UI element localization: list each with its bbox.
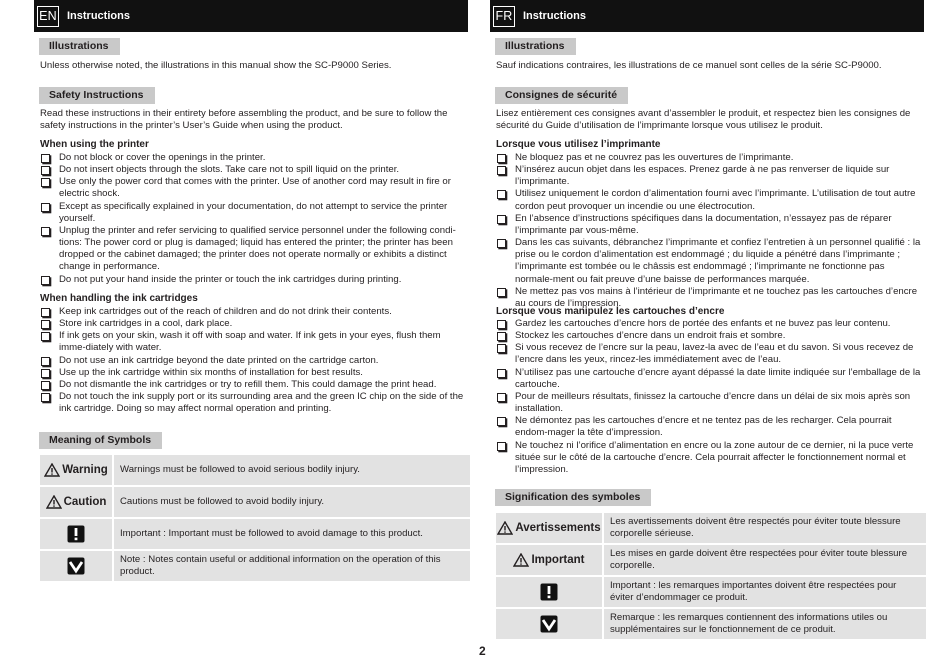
warning-cell — [40, 455, 114, 485]
list-item: N’insérez aucun objet dans les espaces. Prenez garde à ne pas renverser de liquide sur l’imprimante. — [496, 164, 924, 188]
checkbox-bullet-icon — [497, 442, 506, 451]
important-exclamation-icon — [67, 525, 85, 543]
list-item: Si vous recevez de l’encre sur la peau, lavez-la avec de l’eau et du savon. Si vous recevez de l’encre dans les yeux, rincez-les immédiatement avec de l’eau. — [496, 342, 924, 366]
list-item: Do not put your hand inside the printer or touch the ink cartridges during printing. — [40, 274, 468, 286]
printer-list — [496, 152, 924, 310]
illustrations-label: Illustrations — [495, 38, 576, 55]
note-cell — [40, 551, 114, 581]
language-badge: EN — [37, 6, 59, 27]
table-row — [496, 609, 926, 641]
important-exclamation-icon — [540, 583, 558, 601]
list-item: Pour de meilleurs résultats, finissez la cartouche d’encre dans un délai de six mois après son installation. — [496, 391, 924, 415]
safety-text: Read these instructions in their entirety before assembling the product, and be sure to follow the safety instructions in the printer’s User’s Guide when using the product. — [40, 108, 448, 132]
language-badge: FR — [493, 6, 515, 27]
list-item: Use only the power cord that comes with the printer. Use of another cord may result in fire or electric shock. — [40, 176, 468, 200]
list-item: Except as specifically explained in your documentation, do not attempt to service the printer yourself. — [40, 201, 468, 225]
warning-triangle-icon — [497, 521, 513, 535]
illustrations-text: Unless otherwise noted, the illustrations in this manual show the SC-P9000 Series. — [40, 60, 392, 71]
warning-label: Avertissements — [515, 522, 601, 534]
caution-triangle-icon — [46, 495, 62, 509]
safety-label: Consignes de sécurité — [495, 87, 628, 104]
checkbox-bullet-icon — [497, 154, 506, 163]
warning-text: Warnings must be followed to avoid serious bodily injury. — [120, 463, 360, 475]
symbols-table — [496, 513, 926, 641]
checkbox-bullet-icon — [41, 381, 50, 390]
table-row — [496, 545, 926, 577]
caution-cell — [496, 545, 604, 575]
checkbox-bullet-icon — [41, 154, 50, 163]
list-item: Do not dismantle the ink cartridges or try to refill them. This could damage the print head. — [40, 379, 468, 391]
checkbox-bullet-icon — [497, 215, 506, 224]
checkbox-bullet-icon — [41, 369, 50, 378]
checkbox-bullet-icon — [497, 166, 506, 175]
list-item: Ne touchez ni l’orifice d’alimentation en encre ou la zone autour de ce dernier, ni la puce verte située sur le côté de la cartouche d’encre. Cela pourrait affecter le fonctionnement normal et l’impression. — [496, 440, 924, 476]
checkbox-bullet-icon — [497, 320, 506, 329]
caution-text: Cautions must be followed to avoid bodily injury. — [120, 495, 325, 507]
header-title: Instructions — [67, 10, 130, 22]
warning-label: Warning — [62, 464, 108, 476]
checkbox-bullet-icon — [497, 393, 506, 402]
note-check-icon — [67, 557, 85, 575]
checkbox-bullet-icon — [41, 203, 50, 212]
ink-list — [40, 306, 468, 415]
list-item: Ne démontez pas les cartouches d’encre et ne tentez pas de les recharger. Cela pourrait endom-mager la tête d’impression. — [496, 415, 924, 439]
list-item: Use up the ink cartridge within six months of installation for best results. — [40, 367, 468, 379]
list-item: Dans les cas suivants, débranchez l’imprimante et confiez l’entretien à un personnel qualifié : la prise ou le cordon d’alimentation est endommagé ; du liquide a pénétré dans l’imprimante ; l’imprimante est tombée ou le châssis est endommagé ; l’imprimante ne fonctionne pas normale-ment ou fait preuve d’une baisse de performances marquée. — [496, 237, 924, 286]
important-text: Important : Important must be followed to avoid damage to this product. — [120, 527, 423, 539]
checkbox-bullet-icon — [41, 166, 50, 175]
list-item: Do not touch the ink supply port or its surrounding area and the green IC chip on the side of the ink cartridge. Doing so may affect normal operation and printing. — [40, 391, 468, 415]
note-text: Remarque : les remarques contiennent des informations utiles ou supplémentaires sur le fonctionnement de ce produit. — [610, 611, 888, 635]
table-row — [40, 487, 470, 519]
checkbox-bullet-icon — [497, 239, 506, 248]
checkbox-bullet-icon — [41, 357, 50, 366]
table-row — [40, 551, 470, 583]
warning-text: Les avertissements doivent être respectés pour éviter toute blessure corporelle sérieuse. — [610, 515, 901, 539]
checkbox-bullet-icon — [41, 320, 50, 329]
important-text: Important : les remarques importantes doivent être respectées pour éviter d’endommager ce produit. — [610, 579, 897, 603]
list-item: Do not use an ink cartridge beyond the date printed on the cartridge carton. — [40, 355, 468, 367]
checkbox-bullet-icon — [41, 308, 50, 317]
english-column — [36, 0, 468, 577]
list-item: En l’absence d’instructions spécifiques dans la documentation, n’essayez pas de réparer l’imprimante par vous-même. — [496, 213, 924, 237]
header-bar — [490, 0, 924, 32]
checkbox-bullet-icon — [497, 369, 506, 378]
symbols-label: Meaning of Symbols — [39, 432, 162, 449]
list-item: If ink gets on your skin, wash it off with soap and water. If ink gets in your eyes, flush them imme-diately with water. — [40, 330, 468, 354]
list-item: Gardez les cartouches d’encre hors de portée des enfants et ne buvez pas leur contenu. — [496, 318, 924, 330]
warning-triangle-icon — [44, 463, 60, 477]
list-item: Stockez les cartouches d’encre dans un endroit frais et sombre. — [496, 330, 924, 342]
french-column — [492, 0, 924, 635]
illustrations-text: Sauf indications contraires, les illustrations de ce manuel sont celles de la série SC-P9000. — [496, 60, 882, 71]
checkbox-bullet-icon — [497, 344, 506, 353]
checkbox-bullet-icon — [497, 288, 506, 297]
list-item: Unplug the printer and refer servicing to qualified service personnel under the following condi-tions: The power cord or plug is damaged; liquid has entered the printer; the printer has been dropped or the cabinet damaged; the printer does not operate normally or exhibits a distinct change in performance. — [40, 225, 468, 274]
printer-heading: Lorsque vous utilisez l’imprimante — [496, 139, 661, 150]
list-item: Ne mettez pas vos mains à l’intérieur de l’imprimante et ne touchez pas les cartouches d’encre au cours de l’impression. — [496, 286, 924, 310]
note-cell — [496, 609, 604, 639]
caution-cell — [40, 487, 114, 517]
header-bar — [34, 0, 468, 32]
list-item: Do not insert objects through the slots. Take care not to spill liquid on the printer. — [40, 164, 468, 176]
list-item: Utilisez uniquement le cordon d’alimentation fourni avec l’imprimante. L’utilisation de tout autre cordon peut provoquer un incendie ou une électrocution. — [496, 188, 924, 212]
safety-label: Safety Instructions — [39, 87, 155, 104]
symbols-label: Signification des symboles — [495, 489, 651, 506]
checkbox-bullet-icon — [497, 417, 506, 426]
checkbox-bullet-icon — [41, 178, 50, 187]
ink-list — [496, 318, 924, 476]
checkbox-bullet-icon — [41, 393, 50, 402]
caution-triangle-icon — [513, 553, 529, 567]
page-number: 2 — [479, 644, 486, 658]
checkbox-bullet-icon — [497, 332, 506, 341]
checkbox-bullet-icon — [497, 190, 506, 199]
printer-list — [40, 152, 468, 286]
ink-heading: When handling the ink cartridges — [40, 293, 198, 304]
list-item: Ne bloquez pas et ne couvrez pas les ouvertures de l’imprimante. — [496, 152, 924, 164]
caution-label: Important — [531, 554, 585, 566]
symbols-table — [40, 455, 470, 583]
checkbox-bullet-icon — [41, 227, 50, 236]
ink-heading: Lorsque vous manipulez les cartouches d’encre — [496, 306, 725, 317]
printer-heading: When using the printer — [40, 139, 149, 150]
table-row — [496, 513, 926, 545]
important-cell — [496, 577, 604, 607]
list-item: Keep ink cartridges out of the reach of children and do not drink their contents. — [40, 306, 468, 318]
checkbox-bullet-icon — [41, 332, 50, 341]
important-cell — [40, 519, 114, 549]
safety-text: Lisez entièrement ces consignes avant d’assembler le produit, et respectez bien les consignes de sécurité du Guide d’utilisation de l’imprimante lorsque vous utilisez le produit. — [496, 108, 911, 132]
warning-cell — [496, 513, 604, 543]
caution-label: Caution — [63, 496, 107, 508]
caution-text: Les mises en garde doivent être respectées pour éviter toute blessure corporelle. — [610, 547, 908, 571]
note-check-icon — [540, 615, 558, 633]
table-row — [40, 519, 470, 551]
table-row — [40, 455, 470, 487]
header-title: Instructions — [523, 10, 586, 22]
list-item: Do not block or cover the openings in the printer. — [40, 152, 468, 164]
checkbox-bullet-icon — [41, 276, 50, 285]
list-item: N’utilisez pas une cartouche d’encre ayant dépassé la date limite indiquée sur l’emballage de la cartouche. — [496, 367, 924, 391]
illustrations-label: Illustrations — [39, 38, 120, 55]
note-text: Note : Notes contain useful or additional information on the operation of this product. — [120, 553, 441, 577]
table-row — [496, 577, 926, 609]
list-item: Store ink cartridges in a cool, dark place. — [40, 318, 468, 330]
